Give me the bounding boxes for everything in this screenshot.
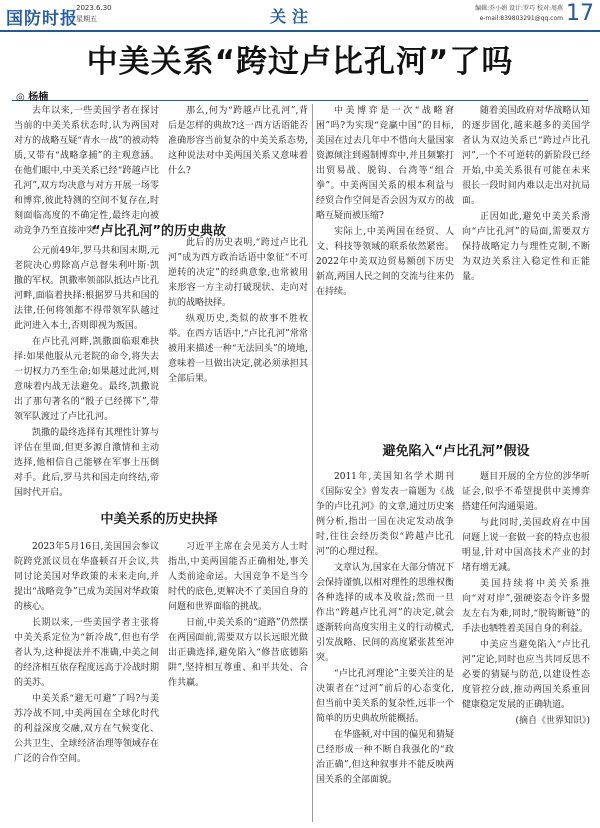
- issue-date: 2023.6.30: [76, 4, 112, 12]
- section2-column-2: [168, 540, 308, 822]
- paragraph: 随着美国政府对华战略认知的逐步固化,越来越多的美国学者认为双边关系已“跨过卢比孔河”,一个不可逆转的新阶段已经开始,中美关系很有可能在未来很长一段时间内难以走出对抗局面。: [462, 106, 590, 206]
- byline: ◎ 杨楠: [16, 92, 49, 103]
- editors-line: 编辑:乔小娟 设计:罗巧 校对:周燕: [475, 5, 563, 12]
- intro-column-1: [14, 104, 159, 236]
- paragraph: 与此同时,美国政府在中国问题上说一套做一套的特点也很明显,针对中国高技术产业的封堵有增无减。: [462, 518, 590, 573]
- page-header: [0, 0, 600, 32]
- column-divider: [312, 104, 313, 822]
- email-line: e-mail:839803291@qq.com: [479, 15, 563, 22]
- subheading-historical-choice: 中美关系的历史抉择: [100, 512, 218, 527]
- paragraph: 中美博弈是一次“战略窘困”吗?为实现“竞赢中国”的目标,美国在过去几年中不惜向大量国家资源倾注到遏制博弈中,并且频繁打出贸易战、脱钩、台湾等“组合拳”。中美两国关系的根本利益与经贸合作空间是否会因为双方的战略互疑而被压缩?: [316, 106, 454, 221]
- paragraph: 此后的历史表明,“跨过卢比孔河”成为西方政治话语中象征“不可逆转的决定”的经典意象,也常被用来形容一方主动打破现状、走向对抗的战略抉择。: [168, 238, 308, 308]
- section1-column-1: [14, 244, 159, 498]
- column-3-top: [316, 104, 454, 434]
- paragraph: 去年以来,一些美国学者在探讨当前的中美关系状态时,认为两国对对方的战略互疑“青水一战”的被动特质,又带有“战略拿捕”的主观意涵。在他们眼中,中美关系已经“跨越卢比孔河”,双方均决意与对方开展一场零和博弈,彼此特测的空间不复存在,时刻面临高度的不确定性,最终走向被动竞争乃至直接冲突。: [14, 106, 159, 236]
- paragraph: 2023年5月16日,美国国会参议院跨党派议员在华盛顿召开会议,共同讨论美国对华政策的未来走向,并提出“战略竞争”已成为美国对华政策的核心。: [14, 542, 159, 612]
- paragraph: 在华盛顿,对中国的偏见和猜疑已经形成一种不断自我强化的“政治正确”,但这种叙事并不能反映两国关系的全部面貌。: [316, 730, 454, 785]
- paragraph: 美国持续将中美关系推向“对对岸”,强硬姿态令许多盟友左右为难,同时,“脱钩断链”的手法也牺牲着美国自身的利益。: [462, 579, 590, 634]
- paragraph: 2011年,美国知名学术期刊《国际安全》曾发表一篇题为《战争的卢比孔河》的文章,通过历史案例分析,指出一国在决定发动战争时,往往会经历类似“跨越卢比孔河”的心理过程。: [316, 472, 454, 557]
- paragraph: 文章认为,国家在大部分情况下会保持谨慎,以相对理性的思维权衡各种选择的成本及收益;然而一旦作出“跨越卢比孔河”的决定,就会逐渐转向高度实用主义的行动模式,引发战略、民间的高度紧张甚至冲突。: [316, 563, 454, 663]
- paragraph: 题目开展的全方位的涉华听证会,似乎不希望提供中美博弈搭建任何沟通渠道。: [462, 472, 590, 512]
- paragraph: 在卢比孔河畔,凯撒面临艰难抉择:如果他服从元老院的命令,将失去一切权力乃至生命;如果越过此河,则意味着内战无法避免。最终,凯撒说出了那句著名的“骰子已经掷下”,带领军队渡过了卢比孔河。: [14, 337, 159, 422]
- date-block: [76, 3, 112, 25]
- article-headline: 中美关系“跨过卢比孔河”了吗: [86, 44, 514, 80]
- headline-rule: [12, 100, 588, 101]
- issue-weekday: 星期五: [76, 15, 97, 23]
- section-title: 关注: [270, 7, 315, 26]
- section4-column: [462, 470, 590, 822]
- paragraph: 日前,中美关系的“道路”仍然摆在两国面前,需要双方以长远眼光做出正确选择,避免陷入“修昔底德陷阱”,坚持相互尊重、和平共处、合作共赢。: [168, 618, 308, 688]
- paragraph: 凯撒的最终选择有其理性计算与评估在里面,但更多源自激情和主动选择,他相信自己能够在军事上压倒对手。此后,罗马共和国走向终结,帝国时代开启。: [14, 428, 159, 498]
- paragraph: 那么,何为“跨越卢比孔河”,背后是怎样的典故?这一西方话语能否准确形容当前复杂的中美关系态势,这种说法对中美两国关系又意味着什么?: [168, 106, 308, 176]
- paragraph: 习近平主席在会见美方人士时指出,中美两国能否正确相处,事关人类前途命运。大国竞争不是当今时代的底色,更解决不了美国自身的问题和世界面临的挑战。: [168, 542, 308, 612]
- paragraph: “卢比孔河理论”主要关注的是决策者在“过河”前后的心态变化,但当前中美关系的复杂性,远非一个简单的历史典故所能概括。: [316, 669, 454, 724]
- subheading-avoid-rubicon: 避免陷入“卢比孔河”假设: [382, 444, 530, 459]
- masthead: 国防时报: [6, 9, 78, 29]
- subheading-rubicon-history: “卢比孔河”的历史典故: [91, 224, 227, 239]
- paragraph: 纵观历史,类似的故事不胜枚举。在西方话语中,“卢比孔河”常常被用来描述一种“无法回头”的境地,意味着一旦做出决定,就必须承担其全部后果。: [168, 314, 308, 384]
- section3-column: [316, 470, 454, 822]
- section2-column-1: [14, 540, 159, 822]
- editor-credits: [455, 4, 563, 24]
- paragraph: 实际上,中美两国在经贸、人文、科技等领域的联系依然紧密。2022年中美双边贸易额创下历史新高,两国人民之间的交流与往来仍在持续。: [316, 227, 454, 297]
- paragraph: 中美应当避免陷入“卢比孔河”定论,同时也应当共同反思不必要的猜疑与防范,以建设性态度管控分歧,推动两国关系重回健康稳定发展的正确轨道。: [462, 640, 590, 710]
- paragraph: 公元前49年,罗马共和国末期,元老院决心剪除高卢总督朱利叶斯·凯撒的军权。凯撒率领部队抵达卢比孔河畔,面临着抉择:根据罗马共和国的法律,任何将领都不得带领军队越过此河进入本土,否则即视为叛国。: [14, 246, 159, 331]
- paragraph: 长期以来,一些美国学者主张将中美关系定位为“新冷战”,但也有学者认为,这种提法并不准确,中美之间的经济相互依存程度远高于冷战时期的美苏。: [14, 618, 159, 688]
- paragraph: 正因如此,避免中美关系滑向“卢比孔河”的局面,需要双方保持战略定力与理性克制,不断为双边关系注入稳定性和正能量。: [462, 212, 590, 282]
- page-number: 17: [566, 1, 594, 26]
- source-note: (摘自《世界知识》): [515, 716, 590, 726]
- intro-column-2: [168, 104, 308, 230]
- paragraph: 中美关系“避无可避”了吗?与美苏冷战不同,中美两国在全球化时代的利益深度交融,双方在气候变化、公共卫生、全球经济治理等领域存在广泛的合作空间。: [14, 694, 159, 764]
- column-4-top: [462, 104, 590, 434]
- section1-column-2: [168, 236, 308, 498]
